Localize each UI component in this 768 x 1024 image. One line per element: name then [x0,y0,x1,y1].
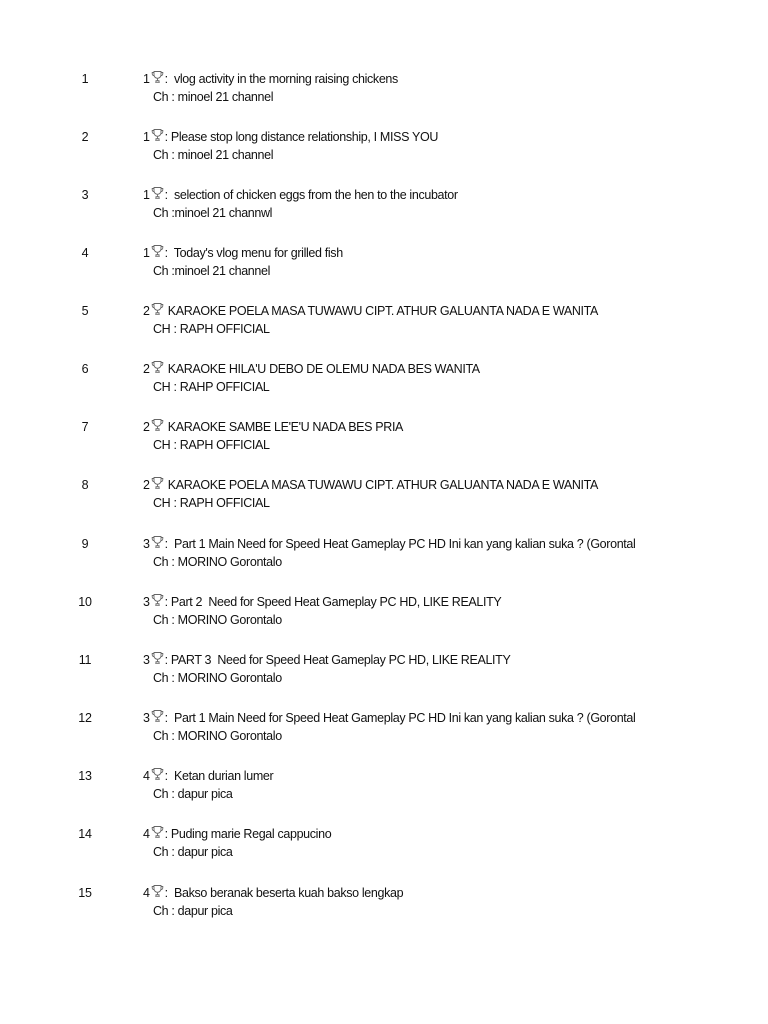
list-item [0,418,768,468]
trophy-icon [151,709,164,723]
rank-number: 4 [143,827,150,841]
trophy-icon [151,825,164,839]
trophy-icon [151,360,164,374]
video-title: KARAOKE POELA MASA TUWAWU CIPT. ATHUR GALUANTA NADA E WANITA [164,478,598,492]
trophy-icon [151,884,164,898]
row-number: 14 [78,827,92,841]
list-item [0,70,768,120]
channel-name: Ch :minoel 21 channel [153,264,271,278]
video-title-line [143,302,663,318]
video-title-line [143,767,663,783]
video-title: : PART 3 Need for Speed Heat Gameplay PC HD, LIKE REALITY [164,653,511,667]
video-title: : Today's vlog menu for grilled fish [164,246,343,260]
list-item [0,709,768,759]
video-title: : Part 2 Need for Speed Heat Gameplay PC HD, LIKE REALITY [164,595,502,609]
video-title: KARAOKE HILA'U DEBO DE OLEMU NADA BES WANITA [164,362,480,376]
rank-number: 3 [143,653,150,667]
row-number: 8 [81,478,89,492]
channel-name: Ch : minoel 21 channel [153,90,274,104]
trophy-icon [151,593,164,607]
video-title: : vlog activity in the morning raising chickens [164,72,398,86]
trophy-icon [151,70,164,84]
row-number: 1 [81,72,89,86]
list-item [0,360,768,410]
video-title-line [143,884,663,900]
trophy-icon [151,767,164,781]
rank-number: 4 [143,769,150,783]
trophy-icon [151,418,164,432]
channel-name: Ch : MORINO Gorontalo [153,671,282,685]
video-title: : Ketan durian lumer [164,769,274,783]
rank-number: 1 [143,72,150,86]
rank-number: 2 [143,362,150,376]
row-number: 15 [78,886,92,900]
channel-name: Ch : MORINO Gorontalo [153,555,282,569]
row-number: 2 [81,130,89,144]
video-title-line [143,418,663,434]
list-item [0,884,768,934]
channel-name: CH : RAPH OFFICIAL [153,438,270,452]
list-item [0,128,768,178]
channel-name: Ch :minoel 21 channwl [153,206,273,220]
video-title-line [143,825,663,841]
trophy-icon [151,476,164,490]
trophy-icon [151,128,164,142]
video-title: KARAOKE POELA MASA TUWAWU CIPT. ATHUR GALUANTA NADA E WANITA [164,304,598,318]
rank-number: 1 [143,246,150,260]
row-number: 5 [81,304,89,318]
trophy-icon [151,302,164,316]
video-title-line [143,128,663,144]
rank-number: 1 [143,130,150,144]
row-number: 13 [78,769,92,783]
channel-name: Ch : MORINO Gorontalo [153,613,282,627]
row-number: 11 [78,653,92,667]
rank-number: 2 [143,420,150,434]
list-item [0,593,768,643]
video-title-line [143,244,663,260]
channel-name: Ch : dapur pica [153,904,233,918]
video-title-line [143,535,663,551]
list-item [0,302,768,352]
video-title: KARAOKE SAMBE LE'E'U NADA BES PRIA [164,420,404,434]
list-item [0,186,768,236]
row-number: 7 [81,420,89,434]
row-number: 3 [81,188,89,202]
video-title-line [143,593,663,609]
channel-name: Ch : MORINO Gorontalo [153,729,282,743]
list-item [0,476,768,526]
trophy-icon [151,244,164,258]
video-title: : Part 1 Main Need for Speed Heat Gameplay PC HD Ini kan yang kalian suka ? (Gorontal [164,537,636,551]
rank-number: 1 [143,188,150,202]
list-item [0,825,768,875]
video-title-line [143,651,663,667]
channel-name: CH : RAPH OFFICIAL [153,322,270,336]
rank-number: 4 [143,886,150,900]
channel-name: CH : RAPH OFFICIAL [153,496,270,510]
list-item [0,767,768,817]
row-number: 10 [78,595,92,609]
channel-name: Ch : dapur pica [153,845,233,859]
list-item [0,651,768,701]
rank-number: 3 [143,595,150,609]
trophy-icon [151,535,164,549]
rank-number: 2 [143,478,150,492]
list-item [0,244,768,294]
video-title: : Bakso beranak beserta kuah bakso lengkap [164,886,404,900]
list-item [0,535,768,585]
video-title-line [143,709,663,725]
row-number: 6 [81,362,89,376]
channel-name: Ch : dapur pica [153,787,233,801]
trophy-icon [151,186,164,200]
trophy-icon [151,651,164,665]
video-title-line [143,360,663,376]
row-number: 4 [81,246,89,260]
channel-name: Ch : minoel 21 channel [153,148,274,162]
video-title-line [143,476,663,492]
row-number: 9 [81,537,89,551]
video-title: : Part 1 Main Need for Speed Heat Gameplay PC HD Ini kan yang kalian suka ? (Gorontal [164,711,636,725]
row-number: 12 [78,711,92,725]
rank-number: 3 [143,537,150,551]
channel-name: CH : RAHP OFFICIAL [153,380,270,394]
video-title: : Please stop long distance relationship, I MISS YOU [164,130,438,144]
video-title: : selection of chicken eggs from the hen to the incubator [164,188,458,202]
rank-number: 3 [143,711,150,725]
video-title: : Puding marie Regal cappucino [164,827,332,841]
rank-number: 2 [143,304,150,318]
video-title-line [143,70,663,86]
video-title-line [143,186,663,202]
